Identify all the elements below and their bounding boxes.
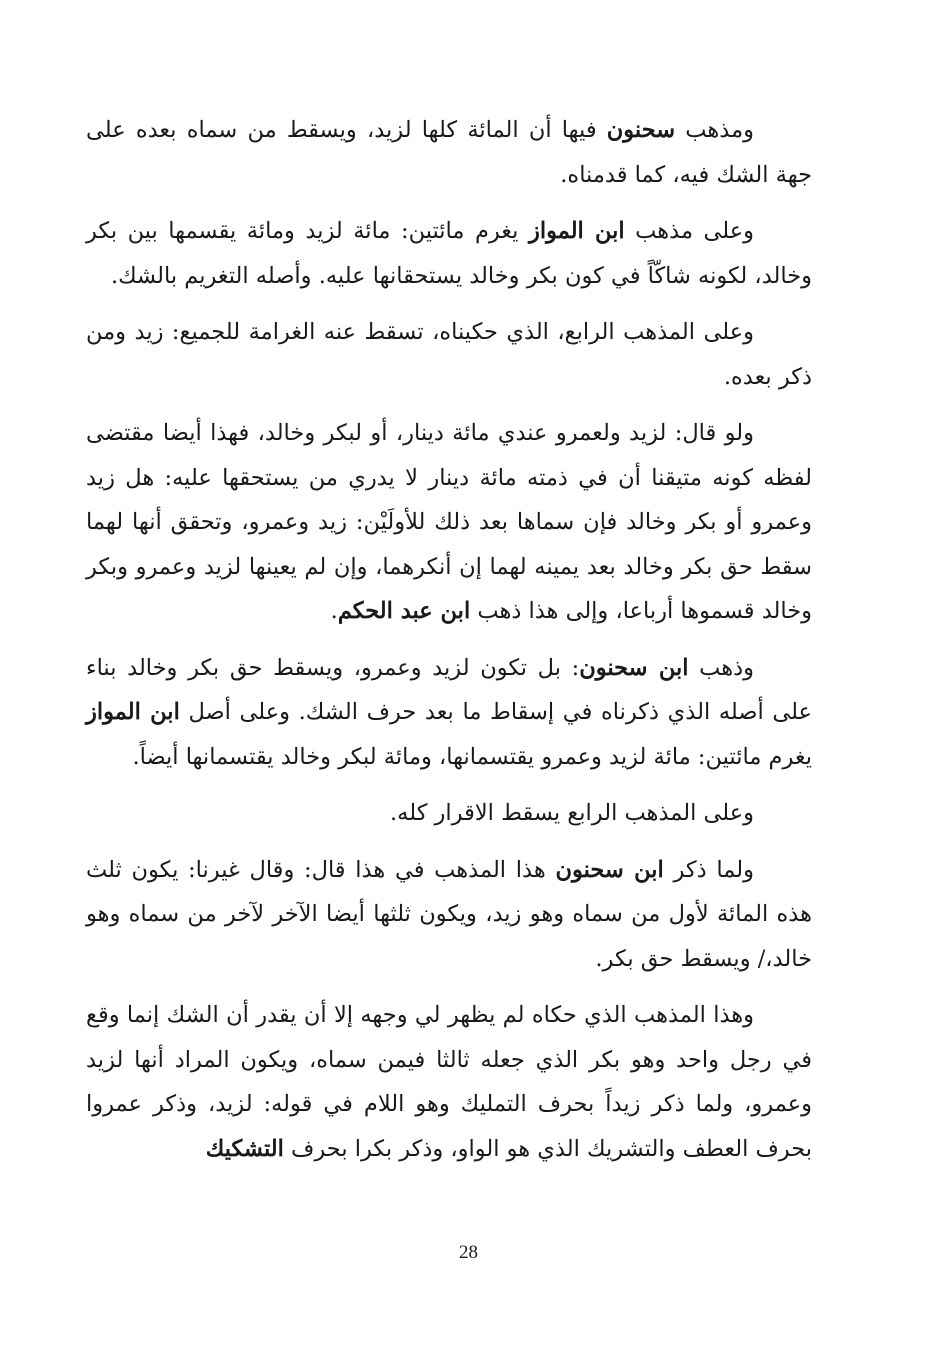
bold-name: ابن سحنون xyxy=(555,856,664,883)
bold-name: التشكيك xyxy=(205,1135,284,1162)
paragraph xyxy=(86,411,812,634)
text-run: هذا المذهب في هذا قال: وقال غيرنا: يكون ثلث هذه المائة لأول من سماه وهو زيد، ويكون ثلثها أيضا الآخر لآخر من سماه وهو خالد،/ ويسقط حق بكر. xyxy=(86,856,812,972)
text-run: . xyxy=(330,598,338,624)
bold-name: ابن عبد الحكم xyxy=(337,598,471,624)
paragraph xyxy=(86,848,812,982)
text-run: وعلى مذهب xyxy=(624,218,754,244)
text-run: يغرم مائتين: مائة لزيد ومائة يقسمها بين بكر وخالد، لكونه شاكّاً في كون بكر وخالد يستحقانها عليه. وأصله التغريم بالشك. xyxy=(86,218,812,289)
text-run: يغرم مائتين: مائة لزيد وعمرو يقتسمانها، ومائة لبكر وخالد يقتسمانها أيضاً. xyxy=(132,743,812,770)
text-run: وعلى المذهب الرابع، الذي حكيناه، تسقط عنه الغرامة للجميع: زيد ومن ذكر بعده. xyxy=(86,319,812,390)
paragraph xyxy=(86,791,812,836)
paragraph xyxy=(86,646,812,780)
bold-name: ابن المواز xyxy=(528,218,625,244)
paragraph xyxy=(86,993,812,1171)
text-run: وعلى المذهب الرابع يسقط الاقرار كله. xyxy=(390,800,754,826)
text-run: وهذا المذهب الذي حكاه لم يظهر لي وجهه إلا أن يقدر أن الشك إنما وقع في رجل واحد وهو بكر الذي جعله ثالثا فيمن سماه، ويكون المراد أنها لزيد وعمرو، ولما ذكر زيداً بحرف التمليك وهو اللام في قوله: لزيد، وذكر عمروا بحرف العطف والتشريك الذي هو الواو، وذكر بكرا بحرف xyxy=(86,1002,812,1162)
text-run: : بل تكون لزيد وعمرو، ويسقط حق بكر وخالد بناء على أصله الذي ذكرناه في إسقاط ما بعد حرف الشك. وعلى أصل xyxy=(86,654,812,725)
text-run: ولو قال: لزيد ولعمرو عندي مائة دينار، أو لبكر وخالد، فهذا أيضا مقتضى لفظه كونه متيقنا أن في ذمته مائة دينار لا يدري من يستحقها عليه: هل زيد وعمرو أو بكر وخالد فإن سماها بعد ذلك للأولَيْن: زيد وعمرو، وتحقق أنها لهما سقط حق بكر وخالد بعد يمينه لهما إن أنكرهما، وإن لم يعينها لزيد وعمرو وبكر وخالد قسموها أرباعا، وإلى هذا ذهب xyxy=(86,420,812,624)
body-text xyxy=(86,108,812,1183)
bold-name: ابن المواز xyxy=(86,699,180,725)
text-run: ومذهب xyxy=(675,117,754,143)
paragraph xyxy=(86,310,812,399)
bold-name: سحنون xyxy=(606,117,676,143)
page-number: 28 xyxy=(459,1242,478,1263)
text-run: ولما ذكر xyxy=(663,856,754,883)
bold-name: ابن سحنون xyxy=(579,654,689,681)
text-run: فيها أن المائة كلها لزيد، ويسقط من سماه بعده على جهة الشك فيه، كما قدمناه. xyxy=(86,117,812,188)
paragraph xyxy=(86,108,812,197)
paragraph xyxy=(86,209,812,298)
text-run: وذهب xyxy=(688,654,754,681)
